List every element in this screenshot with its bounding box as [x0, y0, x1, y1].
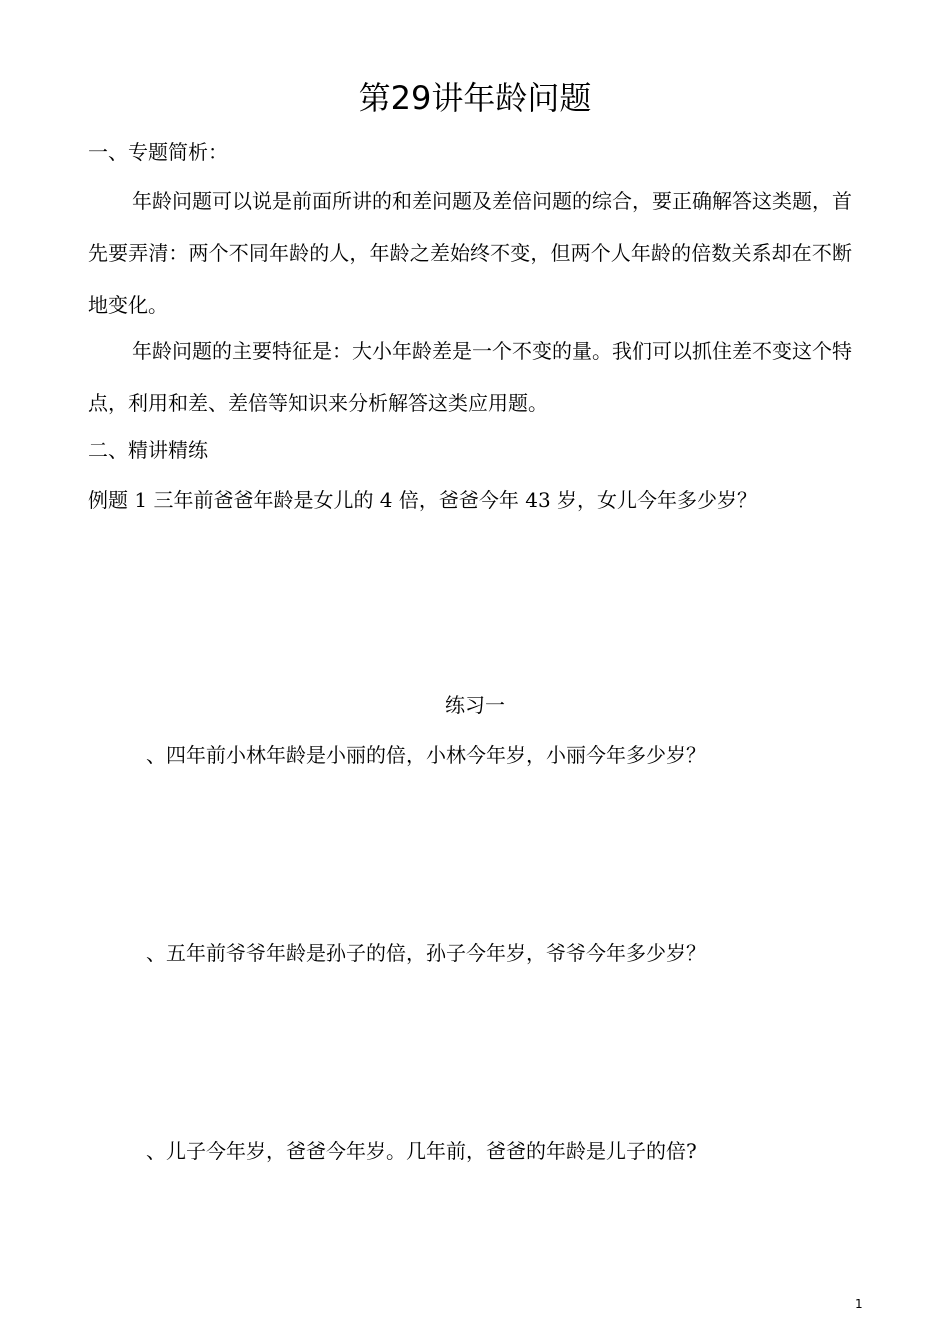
example-1-question: 例题 1 三年前爸爸年龄是女儿的 4 倍，爸爸今年 43 岁，女儿今年多少岁？ [88, 488, 758, 512]
practice-heading: 练习一 [445, 693, 505, 717]
exercise-item-1: 、四年前小林年龄是小丽的倍，小林今年岁，小丽今年多少岁？ [146, 743, 706, 767]
page-title: 第29讲年龄问题 [358, 79, 592, 117]
overview-paragraph-2: 年龄问题的主要特征是：大小年龄差是一个不变的量。我们可以抓住差不变这个特点，利用和差、差倍等知识来分析解答这类应用题。 [88, 339, 852, 415]
section-heading-practice: 二、精讲精练 [88, 438, 208, 462]
section-heading-overview: 一、专题简析： [88, 140, 228, 164]
page-number: 1 [855, 1297, 863, 1311]
exercise-item-2: 、五年前爷爷年龄是孙子的倍，孙子今年岁，爷爷今年多少岁？ [146, 941, 706, 965]
exercise-item-3: 、儿子今年岁，爸爸今年岁。几年前，爸爸的年龄是儿子的倍? [146, 1139, 697, 1163]
overview-paragraph-1: 年龄问题可以说是前面所讲的和差问题及差倍问题的综合，要正确解答这类题，首先要弄清：两个不同年龄的人，年龄之差始终不变，但两个人年龄的倍数关系却在不断地变化。 [88, 189, 852, 317]
